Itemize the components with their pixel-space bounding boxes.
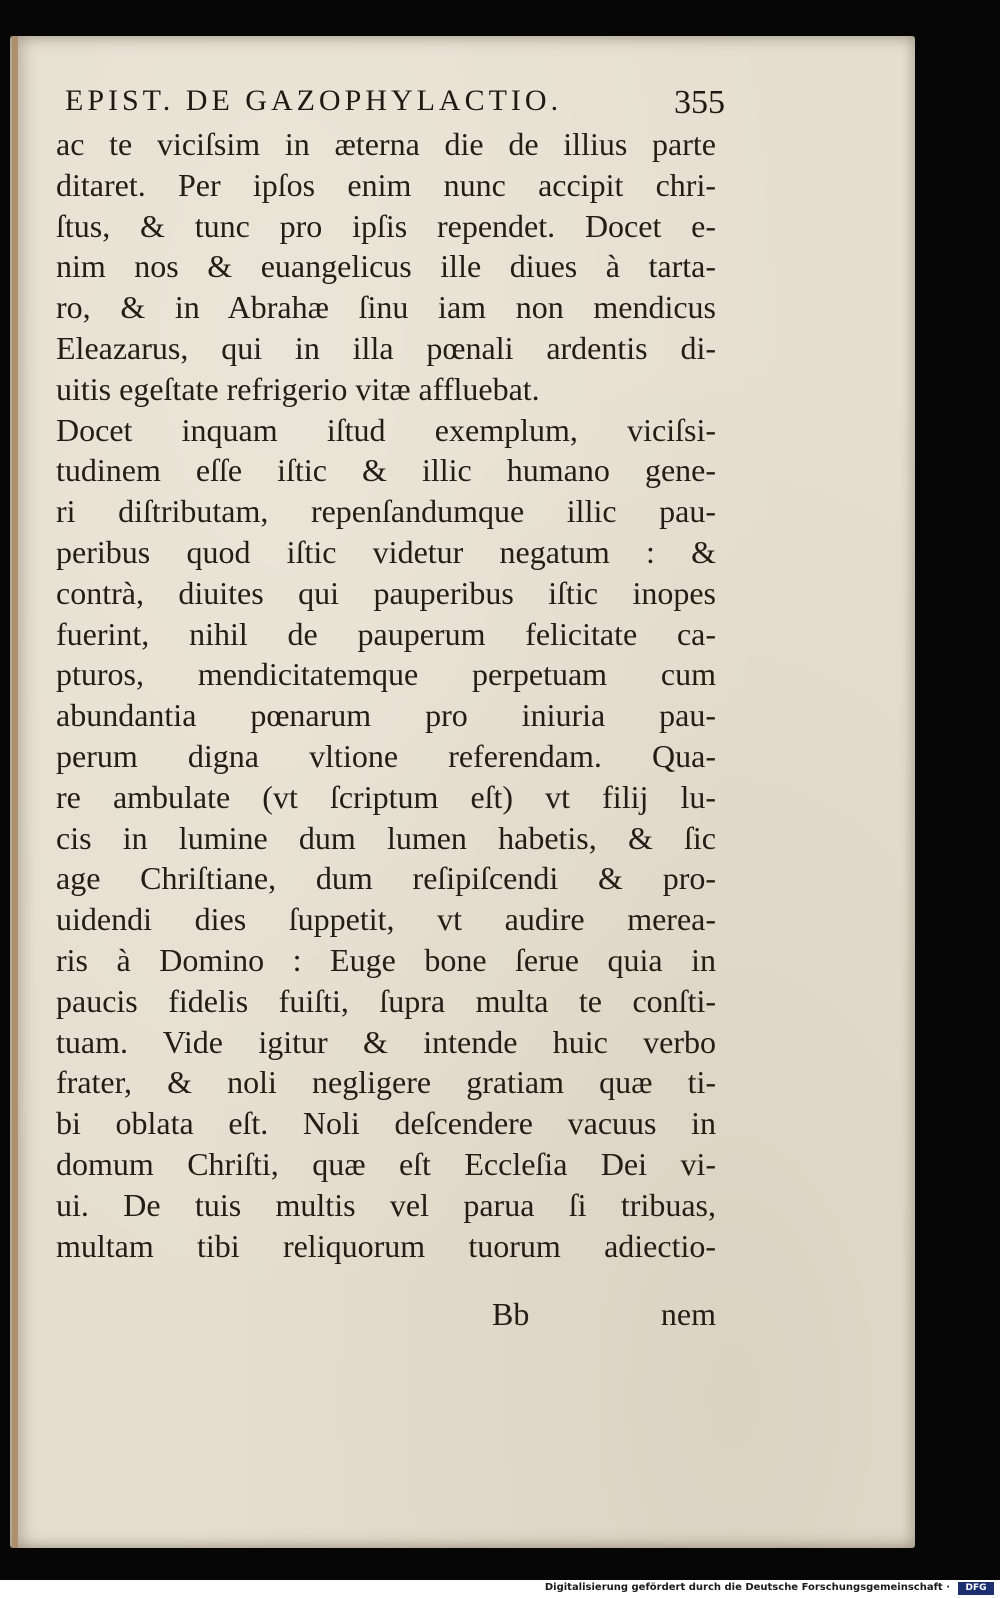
text-line: contrà, diuites qui pauperibus iſtic inopes	[56, 574, 716, 611]
text-line: paucis fidelis fuiſti, ſupra multa te conſti-	[56, 982, 716, 1019]
text-line: bi oblata eſt. Noli deſcendere vacuus in	[56, 1105, 716, 1142]
page-number: 355	[674, 84, 725, 121]
text-line: ro, & in Abrahæ ſinu iam non mendicus	[56, 289, 716, 326]
text-line: multam tibi reliquorum tuorum adiectio-	[56, 1227, 716, 1264]
text-line: tudinem eſſe iſtic & illic humano gene-	[56, 452, 716, 489]
text-line: fuerint, nihil de pauperum felicitate ca-	[56, 615, 716, 652]
text-line: tuam. Vide igitur & intende huic verbo	[56, 1023, 716, 1060]
text-line: cis in lumine dum lumen habetis, & ſic	[56, 819, 716, 856]
text-line: nim nos & euangelicus ille diues à tarta-	[56, 248, 716, 285]
text-line: peribus quod iſtic videtur negatum : &	[56, 533, 716, 570]
text-line: Eleazarus, qui in illa pœnali ardentis di-	[56, 329, 716, 366]
text-line: ris à Domino : Euge bone ſerue quia in	[56, 941, 716, 978]
text-line: uitis egeſtate refrigerio vitæ affluebat.	[56, 370, 540, 407]
text-line: frater, & noli negligere gratiam quæ ti-	[56, 1064, 716, 1101]
running-head	[65, 84, 725, 128]
text-line: domum Chriſti, quæ eſt Eccleſia Dei vi-	[56, 1145, 716, 1182]
text-line: Docet inquam iſtud exemplum, viciſsi-	[56, 411, 716, 448]
body-text	[56, 124, 716, 1266]
signature-mark: Bb	[492, 1296, 530, 1332]
funding-credit: Digitalisierung gefördert durch die Deutsche Forschungsgemeinschaft ·	[544, 1582, 950, 1593]
text-line: ſtus, & tunc pro ipſis rependet. Docet e-	[56, 207, 716, 244]
catchword: nem	[660, 1296, 716, 1332]
text-line: perum digna vltione referendam. Qua-	[56, 737, 716, 774]
dfg-logo: DFG	[958, 1582, 994, 1595]
page-gutter	[12, 36, 18, 1548]
text-line: abundantia pœnarum pro iniuria pau-	[56, 697, 716, 734]
text-line: re ambulate (vt ſcriptum eſt) vt filij lu-	[56, 778, 716, 815]
text-line: ac te viciſsim in æterna die de illius parte	[56, 126, 716, 162]
text-line: pturos, mendicitatemque perpetuam cum	[56, 656, 716, 693]
text-line: age Chriſtiane, dum reſipiſcendi & pro-	[56, 860, 716, 897]
text-line: uidendi dies ſuppetit, vt audire merea-	[56, 901, 716, 938]
running-head-title: EPIST. DE GAZOPHYLACTIO.	[65, 84, 563, 117]
text-line: ditaret. Per ipſos enim nunc accipit chri-	[56, 166, 716, 203]
text-line: ui. De tuis multis vel parua ſi tribuas,	[56, 1186, 716, 1223]
text-line: ri diſtributam, repenſandumque illic pau-	[56, 493, 716, 530]
page-footer	[56, 1296, 716, 1340]
